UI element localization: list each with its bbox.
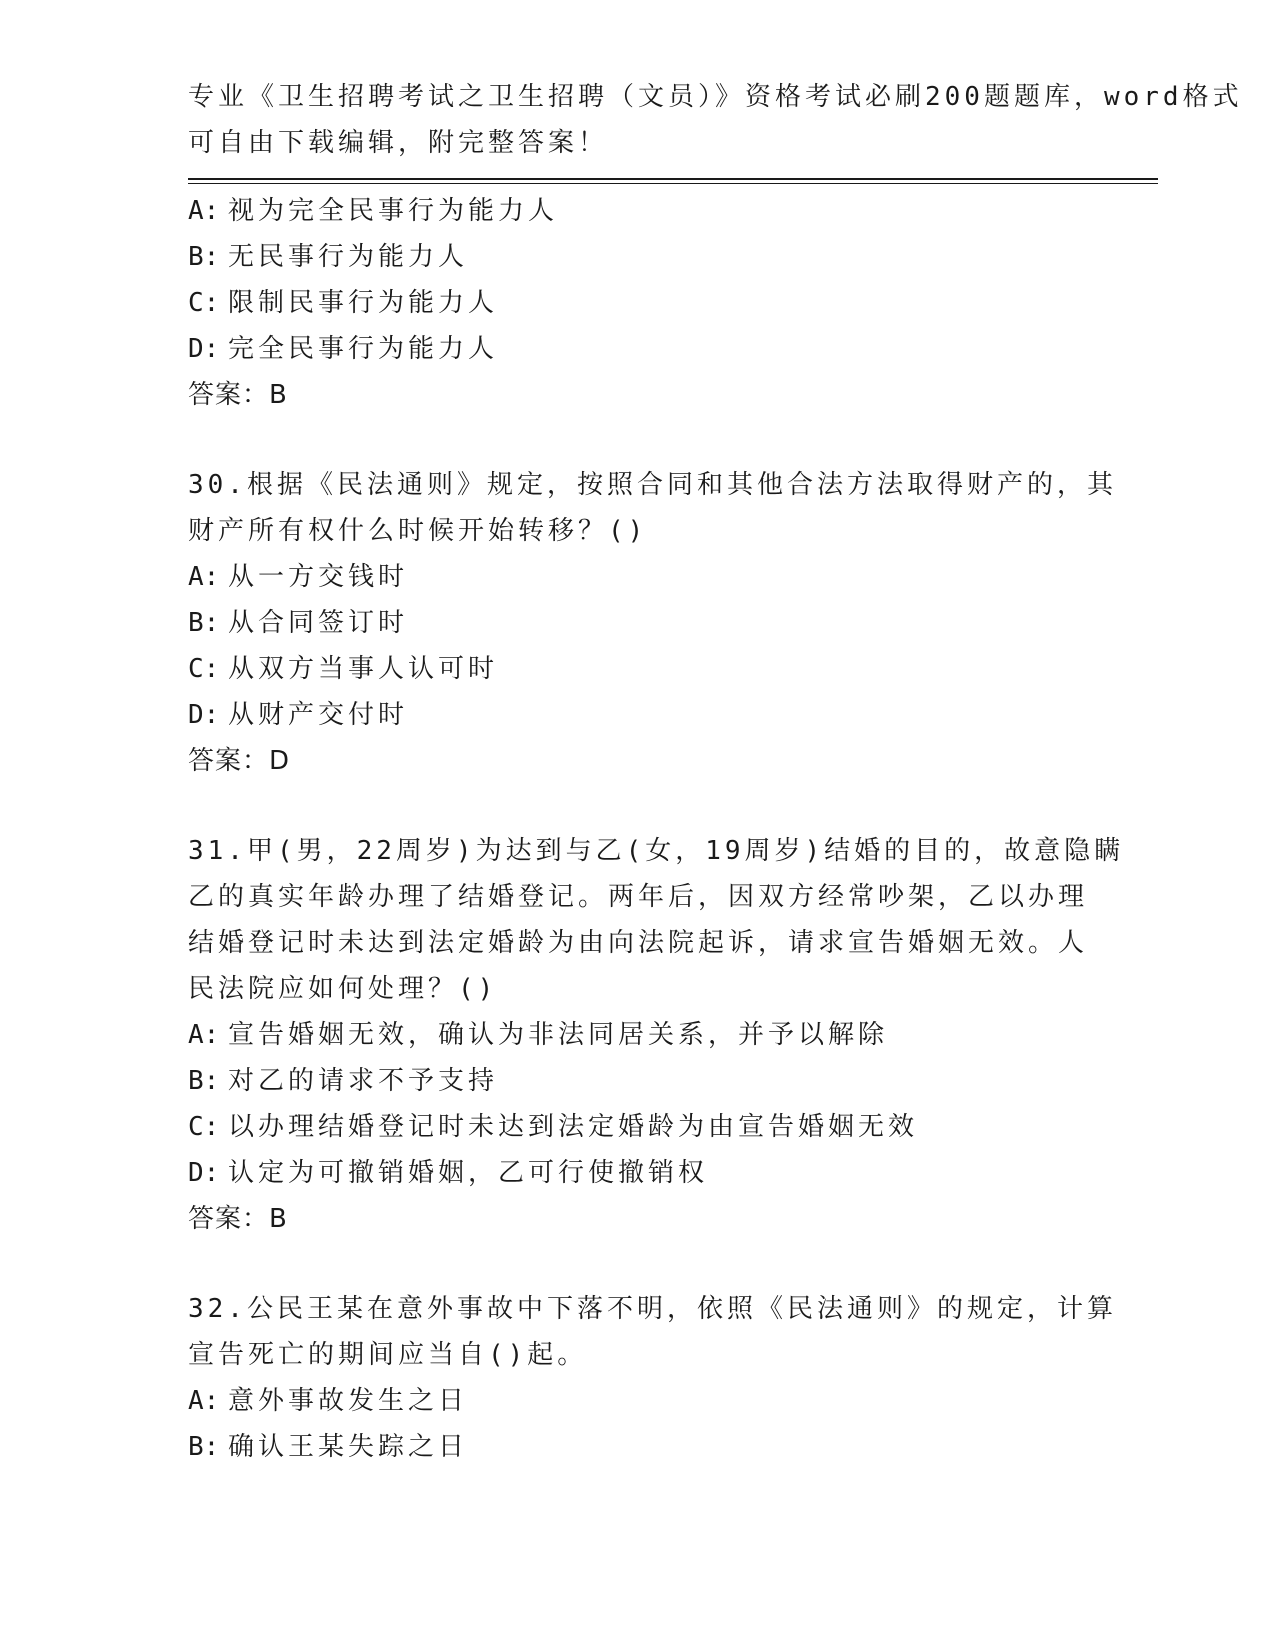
option-text: 对乙的请求不予支持 (228, 1066, 499, 1096)
option-text: 确认王某失踪之日 (228, 1432, 469, 1462)
question-block-29 (188, 188, 1088, 418)
question-text-line: 民法院应如何处理？() (188, 974, 498, 1004)
option-label: D: (188, 1158, 220, 1188)
question-block-32 (188, 1286, 1117, 1470)
option-text: 以办理结婚登记时未达到法定婚龄为由宣告婚姻无效 (228, 1112, 919, 1142)
option-c (188, 646, 1088, 692)
answer-line: 答案：D (188, 746, 291, 776)
option-b (188, 1058, 1088, 1104)
option-text: 从一方交钱时 (228, 562, 409, 592)
question-text-line: 财产所有权什么时候开始转移？() (188, 516, 648, 546)
option-label: D: (188, 334, 220, 364)
header-line-1: 专业《卫生招聘考试之卫生招聘（文员）》资格考试必刷200题题库，word格式 (188, 82, 1243, 112)
option-label: C: (188, 288, 220, 318)
option-label: A: (188, 196, 220, 226)
spacer (188, 1242, 1088, 1286)
question-text-line: 宣告死亡的期间应当自()起。 (188, 1340, 588, 1370)
spacer (188, 784, 1088, 828)
question-block-31 (188, 828, 1125, 1242)
option-label: B: (188, 1432, 220, 1462)
answer-line: 答案：B (188, 1204, 288, 1234)
document-header (188, 74, 1243, 166)
option-text: 从合同签订时 (228, 608, 409, 638)
question-text-line: 31.甲(男，22周岁)为达到与乙(女，19周岁)结婚的目的，故意隐瞒 (188, 836, 1125, 866)
option-d (188, 326, 1088, 372)
option-label: B: (188, 608, 220, 638)
option-a (188, 188, 1088, 234)
option-label: C: (188, 1112, 220, 1142)
option-label: A: (188, 1386, 220, 1416)
option-a (188, 554, 1088, 600)
option-label: B: (188, 242, 220, 272)
answer-line: 答案：B (188, 380, 288, 410)
option-text: 无民事行为能力人 (228, 242, 469, 272)
option-d (188, 692, 1088, 738)
option-text: 从双方当事人认可时 (228, 654, 499, 684)
option-b (188, 1424, 1088, 1470)
option-text: 视为完全民事行为能力人 (228, 196, 559, 226)
question-list (188, 188, 1125, 1470)
option-text: 宣告婚姻无效，确认为非法同居关系，并予以解除 (228, 1020, 889, 1050)
question-text-line: 结婚登记时未达到法定婚龄为由向法院起诉，请求宣告婚姻无效。人 (188, 928, 1089, 958)
option-text: 限制民事行为能力人 (228, 288, 499, 318)
question-text-line: 乙的真实年龄办理了结婚登记。两年后，因双方经常吵架，乙以办理 (188, 882, 1089, 912)
option-d (188, 1150, 1088, 1196)
option-label: C: (188, 654, 220, 684)
option-text: 认定为可撤销婚姻，乙可行使撤销权 (228, 1158, 709, 1188)
option-a (188, 1378, 1088, 1424)
header-line-2: 可自由下载编辑，附完整答案！ (188, 128, 609, 158)
question-text-line: 30.根据《民法通则》规定，按照合同和其他合法方法取得财产的，其 (188, 470, 1117, 500)
option-a (188, 1012, 1088, 1058)
header-divider-thick (188, 178, 1158, 180)
option-label: A: (188, 562, 220, 592)
question-text-line: 32.公民王某在意外事故中下落不明，依照《民法通则》的规定，计算 (188, 1294, 1117, 1324)
option-label: B: (188, 1066, 220, 1096)
option-c (188, 1104, 1088, 1150)
option-text: 从财产交付时 (228, 700, 409, 730)
header-divider-thin (188, 183, 1158, 184)
option-text: 意外事故发生之日 (228, 1386, 469, 1416)
option-b (188, 600, 1088, 646)
spacer (188, 418, 1088, 462)
option-b (188, 234, 1088, 280)
question-block-30 (188, 462, 1117, 784)
option-text: 完全民事行为能力人 (228, 334, 499, 364)
option-label: D: (188, 700, 220, 730)
option-c (188, 280, 1088, 326)
option-label: A: (188, 1020, 220, 1050)
